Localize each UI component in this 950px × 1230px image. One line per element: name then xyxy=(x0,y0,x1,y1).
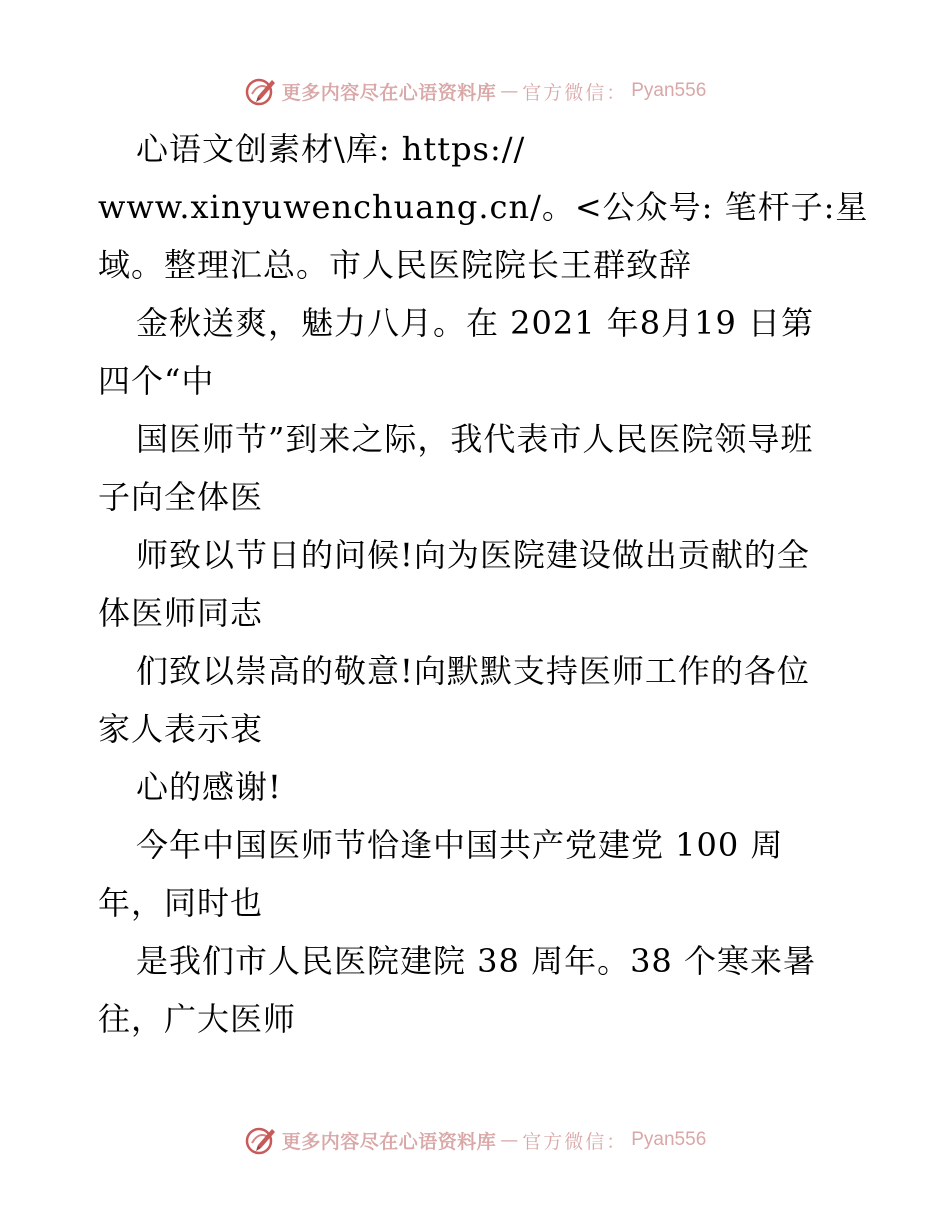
body-line: 们致以崇高的敬意!向默默支持医师工作的各位 xyxy=(136,652,810,690)
body-line: 子向全体医 xyxy=(98,478,264,516)
header-banner xyxy=(0,71,950,111)
header-wechat-id: Pyan556 xyxy=(631,80,707,101)
header-wechat-label: 官方微信： xyxy=(522,81,628,104)
footer-wechat-id: Pyan556 xyxy=(631,1129,707,1150)
footer-banner-text: 更多内容尽在心语资料库 xyxy=(281,1130,497,1153)
body-line: 国医师节”到来之际，我代表市人民医院领导班 xyxy=(136,420,814,458)
footer-banner-inner xyxy=(244,1123,707,1157)
document-body xyxy=(98,120,878,1048)
body-line: 体医师同志 xyxy=(98,594,264,632)
body-line: 金秋送爽，魅力八月。在 2021 年8月19 日第 xyxy=(136,304,815,342)
body-line: 家人表示衷 xyxy=(98,710,264,748)
body-line: 年，同时也 xyxy=(98,884,264,922)
body-line: www.xinyuwenchuang.cn/。<公众号: 笔杆子:星 xyxy=(98,188,869,226)
header-banner-separator: — xyxy=(500,80,519,102)
body-line: 是我们市人民医院建院 38 周年。38 个寒来暑 xyxy=(136,942,816,980)
pen-swirl-icon xyxy=(244,74,278,108)
body-line: 今年中国医师节恰逢中国共产党建党 100 周 xyxy=(136,826,784,864)
body-line: 师致以节日的问候!向为医院建设做出贡献的全 xyxy=(136,536,810,574)
header-banner-text: 更多内容尽在心语资料库 xyxy=(281,81,497,104)
body-line: 往，广大医师 xyxy=(98,1000,297,1038)
footer-banner-separator: — xyxy=(500,1129,519,1151)
header-banner-inner xyxy=(244,74,707,108)
footer-wechat-label: 官方微信： xyxy=(522,1130,628,1153)
body-line: 心的感谢! xyxy=(136,768,282,806)
pen-swirl-icon xyxy=(244,1123,278,1157)
body-line: 四个“中 xyxy=(98,362,215,400)
body-line: 心语文创素材\库: https:// xyxy=(136,130,526,168)
footer-banner xyxy=(0,1120,950,1160)
body-line: 域。整理汇总。市人民医院院长王群致辞 xyxy=(98,246,693,284)
